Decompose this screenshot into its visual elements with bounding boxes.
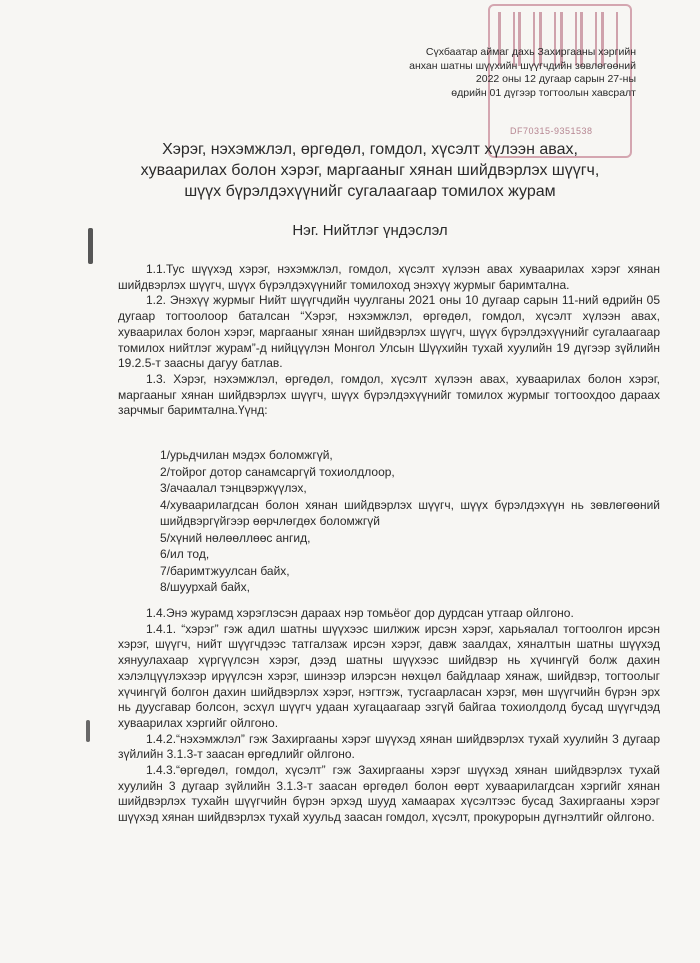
list-item: 2/тойрог дотор санамсаргүй тохиолдлоор, [160, 464, 395, 479]
title-line: шүүх бүрэлдэхүүнийг сугалаагаар томилох журам [184, 183, 556, 200]
body-paragraphs-top [118, 262, 660, 419]
header-line: 2022 оны 12 дугаар сарын 27-ны [475, 73, 636, 85]
list-item: 1/урьдчилан мэдэх боломжгүй, [160, 448, 333, 462]
principles-list [118, 447, 660, 596]
header-line: Сүхбаатар аймаг дахь Захиргааны хэргийн [425, 46, 636, 58]
paragraph: 1.1.Тус шүүхэд хэрэг, нэхэмжлэл, гомдол, хүсэлт хүлээн авах хуваарилах хэрэг хянан шийдвэрлэх шүүгч, шүүх бүрэлдэхүүнийг томилоход энэхүү журмыг баримтална. [118, 262, 660, 292]
paragraph: 1.2. Энэхүү журмыг Нийт шүүгчдийн чуулганы 2021 оны 10 дугаар сарын 11-ний өдрийн 05 дугаар тогтоолоор баталсан “Хэрэг, нэхэмжлэл, өргөдөл, гомдол, хүсэлт хүлээн авах, хуваарилах болон хэрэг, маргааныг хянан шийдвэрлэх шүүгч, шүүх бүрэлдэхүүнийг сугалаагаар томилох нийтлэг журам”-д нийцүүлэн Монгол Улсын Шүүхийн тухай хуулийн 19 дүгээр зүйлийн 19.2.5-т заасны дагуу батлав. [118, 293, 660, 371]
paragraph: 1.4.Энэ журамд хэрэглэсэн дараах нэр томьёог дор дурдсан утгаар ойлгоно. [146, 606, 574, 620]
document-title [100, 139, 640, 202]
paragraph: 1.4.2.“нэхэмжлэл” гэж Захиргааны хэрэг шүүхэд хянан шийдвэрлэх тухай хуулийн 3 дугаар зүйлийн 3.1.3-т заасан өргөдлийг ойлгоно. [118, 731, 660, 762]
scan-binding-mark [86, 720, 90, 742]
list-item: 6/ил тод, [160, 547, 210, 561]
paragraph: 1.4.3.“өргөдөл, гомдол, хүсэлт” гэж Захиргааны хэрэг шүүхэд хянан шийдвэрлэх тухай хуулийн 3 дугаар зүйлийн 3.1.3-т заасан өргөдөл болон өөрт хуваарилагдсан хэргийг хянан шийдвэрлэх тухайн шүүгчийн бүрэн эрхэд шууд хамаарах хүсэлтээс бусад Захиргааны хэрэг шүүхэд хянан шийдвэрлэх тухай хуульд заасан гомдол, хүсэлт, прокурорын дүгнэлтийг ойлгоно. [118, 763, 660, 825]
list-item: 4/хуваарилагдсан болон хянан шийдвэрлэх шүүгч, шүүх бүрэлдэхүүн нь зөвлөгөөний шийдвэргүйгээр өөрчлөгдөх боломжгүй [160, 497, 660, 528]
body-paragraphs-bottom [118, 606, 660, 826]
title-line: хуваарилах болон хэрэг, маргааныг хянан шийдвэрлэх шүүгч, [140, 162, 600, 179]
list-item: 8/шуурхай байх, [160, 580, 250, 594]
header-line: өдрийн 01 дүгээр тогтоолын хавсралт [451, 86, 636, 99]
title-line: Хэрэг, нэхэмжлэл, өргөдөл, гомдол, хүсэлт хүлээн авах, [162, 141, 578, 158]
section-heading: Нэг. Нийтлэг үндэслэл [292, 222, 448, 239]
list-item: 7/баримтжуулсан байх, [160, 563, 290, 578]
list-item: 3/ачаалал тэнцвэржүүлэх, [160, 481, 307, 495]
list-item: 5/хүний нөлөөллөөс ангид, [160, 530, 311, 545]
header-line: анхан шатны шүүхийн шүүгчдийн зөвлөгөөний [409, 59, 636, 72]
appendix-header [356, 46, 636, 100]
paragraph: 1.3. Хэрэг, нэхэмжлэл, өргөдөл, гомдол, хүсэлт хүлээн авах, хуваарилах болон хэрэг, маргааныг хянан шийдвэрлэх шүүгч, шүүх бүрэлдэхүүнийг томилох журмыг тогтоохдоо дараах зарчмыг баримтална.Үүнд: [118, 371, 660, 418]
scan-binding-mark [88, 228, 93, 264]
stamp-id: DF70315-9351538 [510, 126, 593, 136]
paragraph: 1.4.1. “хэрэг” гэж адил шатны шүүхээс шилжиж ирсэн хэрэг, харьяалал тогтоолгон ирсэн хэрэг, шүүгч, нийт шүүгчдээс татгалзаж ирсэн хэрэг, давж заалдах, хяналтын шатны шүүхэд хянуулахаар хүргүүлсэн хэрэг, дээд шатны шүүхээс шийдвэр нь хүчингүй болж дахин хэлэлцүүлэхээр ирүүлсэн хэрэг, шинээр илэрсэн нөхцөл байдлаар хянаж, шийдвэр, тогтоолыг хүчингүй болгон дахин шийдвэрлэх хэрэг, нэгтгэж, тусгаарласан хэрэг, мөн шүүгчийн бүрэн эрх нь дуусгавар болсон, эсхүл шүүгч удаан хугацаагаар эзгүй байгаа тохиолдолд бусад шүүгчдэд хуваарилах хэргийг ойлгоно. [118, 621, 660, 730]
